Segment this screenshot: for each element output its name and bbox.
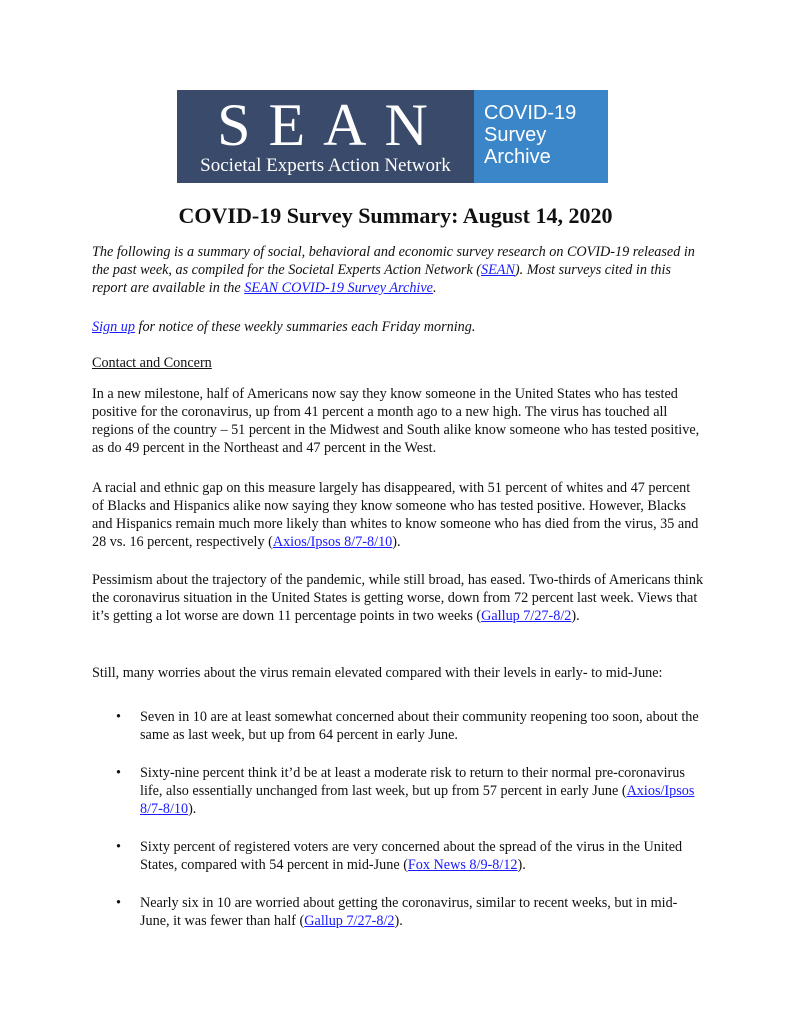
bullet-text: Sixty-nine percent think it’d be at least a moderate risk to return to their normal pre-coronavirus life, also essentially unchanged from last week, but up from 57 percent in early June ( (140, 765, 685, 799)
worries-bullet-list (92, 708, 704, 950)
paragraph-racial-gap-end: ). (392, 534, 401, 550)
survey-archive-link[interactable]: SEAN COVID-19 Survey Archive (244, 280, 433, 296)
signup-text: for notice of these weekly summaries each Friday morning. (134, 319, 476, 335)
document-title: COVID-19 Survey Summary: August 14, 2020 (178, 203, 613, 228)
axios-ipsos-link[interactable]: Axios/Ipsos 8/7-8/10 (272, 534, 393, 550)
intro-text-3: . (432, 280, 437, 296)
gallup-link[interactable]: Gallup 7/27-8/2 (304, 913, 395, 929)
survey-archive-logo-text (484, 102, 576, 168)
bullet-text: Seven in 10 are at least somewhat concerned about their community reopening too soon, about the same as last week, but up from 64 percent in early June. (140, 709, 699, 743)
intro-text-2: ). Most surveys cited in this report are available in the (92, 262, 671, 296)
paragraph-racial-gap-text: A racial and ethnic gap on this measure largely has disappeared, with 51 percent of whites and 47 percent of Blacks and Hispanics alike now saying they know someone who has tested positive. However, Blacks and Hispanics remain much more likely than whites to know someone who has died from the virus, 35 and 28 vs. 16 percent, respectively ( (92, 480, 699, 550)
gallup-link[interactable]: Gallup 7/27-8/2 (481, 608, 572, 624)
paragraph-pessimism-end: ). (571, 608, 580, 624)
archive-line-3: Archive (484, 146, 551, 168)
signup-paragraph (92, 318, 704, 336)
sean-logo-text: SEAN (217, 92, 446, 158)
paragraph-pessimism (92, 571, 704, 625)
bullet-text: Nearly six in 10 are worried about getting the coronavirus, similar to recent weeks, but in mid-June, it was fewer than half ( (140, 895, 678, 929)
sean-link[interactable]: SEAN (481, 262, 515, 278)
archive-line-1: COVID-19 (484, 102, 577, 124)
bullet-text-end: ). (394, 913, 403, 929)
list-item (92, 708, 704, 744)
bullet-glyph: • (116, 709, 121, 725)
sean-logo-subtitle: Societal Experts Action Network (200, 155, 451, 176)
archive-line-2: Survey (484, 124, 547, 146)
bullet-glyph: • (116, 765, 121, 781)
paragraph-pessimism-text: Pessimism about the trajectory of the pandemic, while still broad, has eased. Two-thirds of Americans think the coronavirus situation in the United States is getting worse, down from 72 percent last week. Views that it’s getting a lot worse are down 11 percentage points in two weeks ( (92, 572, 704, 624)
bullet-text-end: ). (188, 801, 197, 817)
sean-logo-block (177, 90, 474, 183)
paragraph-racial-gap (92, 479, 704, 551)
sign-up-link[interactable]: Sign up (92, 319, 135, 335)
survey-archive-logo-block (474, 90, 608, 183)
section-heading: Contact and Concern (92, 355, 212, 371)
list-item (92, 894, 704, 930)
paragraph-contact: In a new milestone, half of Americans now say they know someone in the United States who has tested positive for the coronavirus, up from 41 percent a month ago to a new high. The virus has touched all regions of the country – 51 percent in the Midwest and South alike know someone who has tested positive, as do 49 percent in the Northeast and 47 percent in the West. (92, 386, 700, 456)
sean-banner-logo (177, 90, 608, 183)
bullet-glyph: • (116, 839, 121, 855)
intro-text-1: The following is a summary of social, behavioral and economic survey research on COVID-19 released in the past week, as compiled for the Societal Experts Action Network ( (92, 244, 695, 278)
list-item (92, 838, 704, 874)
bullet-glyph: • (116, 895, 121, 911)
bullet-text-end: ). (517, 857, 526, 873)
bullet-text: Sixty percent of registered voters are very concerned about the spread of the virus in the United States, compared with 54 percent in mid-June ( (140, 839, 683, 873)
fox-news-link[interactable]: Fox News 8/9-8/12 (407, 857, 518, 873)
intro-paragraph (92, 243, 704, 297)
paragraph-worries: Still, many worries about the virus remain elevated compared with their levels in early- to mid-June: (92, 665, 663, 681)
list-item (92, 764, 704, 818)
axios-ipsos-link[interactable]: Axios/Ipsos 8/7-8/10 (140, 783, 695, 817)
